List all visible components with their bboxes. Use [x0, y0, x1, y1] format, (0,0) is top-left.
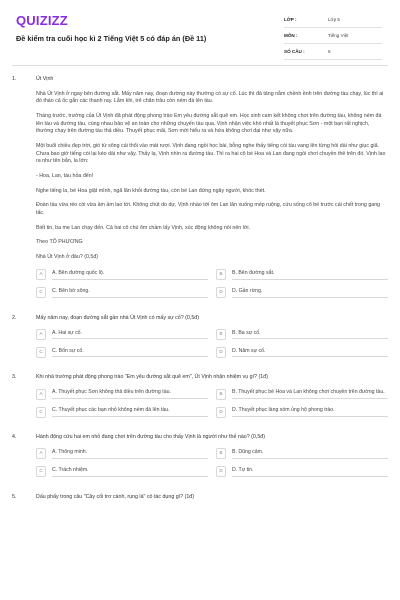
option-letter: D	[216, 466, 226, 477]
meta-value: Tiếng Việt	[328, 33, 349, 38]
option-letter: D	[216, 287, 226, 298]
option-letter: C	[36, 407, 46, 418]
option-d[interactable]	[216, 406, 388, 418]
option-text: B. Dũng cảm.	[232, 449, 388, 459]
question-number: 3.	[12, 374, 17, 381]
passage-paragraph: Biết tin, ba mẹ Lan chạy đến. Cả hai cô chú ôm chầm lấy Vịnh, xúc động không nói nên lời.	[36, 224, 251, 231]
option-b[interactable]	[216, 269, 388, 281]
option-text: B. Ba sự cố.	[232, 330, 388, 340]
option-a[interactable]	[36, 448, 208, 460]
question-stem: Mấy năm nay, đoạn đường sắt gần nhà Út Vịnh có mấy sự cố? (0,5đ)	[36, 314, 199, 321]
option-text: C. Trách nhiệm.	[52, 467, 208, 477]
option-b[interactable]	[216, 328, 388, 340]
passage-paragraph: Đoàn tàu vừa réo còi vừa ầm ầm lao tới. Không chút do dự, Vịnh nhào tới ôm Lan lăn xuống mép ruộng, cứu sống cô bé trước cái chết trong gang tấc.	[36, 202, 381, 217]
option-text: B. Thuyết phục bé Hoa và Lan không chơi chuyền trên đường tàu.	[232, 389, 388, 399]
meta-row-class	[284, 12, 382, 28]
meta-label: SỐ CÂU :	[284, 49, 305, 54]
option-text: D. Tự tin.	[232, 467, 388, 477]
option-b[interactable]	[216, 448, 388, 460]
question-number: 4.	[12, 434, 17, 441]
option-letter: C	[36, 287, 46, 298]
option-letter: A	[36, 269, 46, 280]
question-list	[12, 66, 388, 501]
option-d[interactable]	[216, 346, 388, 358]
option-text: C. Bên bờ sông.	[52, 288, 208, 298]
option-a[interactable]	[36, 328, 208, 340]
passage-paragraph: Nhà Út Vịnh ở ngay bên đường sắt. Mấy năm nay, đoạn đường này thường có sự cố. Lúc thì đá tảng nằm chềnh ềnh trên đường tàu chạy, lúc thì ai đó tháo cả ốc gắn các thanh ray. Lắm khi, trẻ chăn trâu còn ném đá lên tàu.	[36, 90, 384, 105]
answer-options	[36, 269, 388, 299]
meta-label: LỚP :	[284, 17, 297, 22]
question-number: 2.	[12, 314, 17, 321]
passage-title: Út Vịnh	[36, 76, 54, 82]
option-text: A. Thuyết phục Sơn không thả diều trên đường tàu.	[52, 389, 208, 399]
question-4	[12, 434, 388, 478]
option-text: B. Bên đường sắt.	[232, 270, 388, 280]
meta-value: Lớp 5	[328, 17, 340, 22]
option-c[interactable]	[36, 287, 208, 299]
question-2	[12, 315, 388, 359]
question-5	[12, 494, 388, 502]
option-letter: A	[36, 329, 46, 340]
passage-source: Theo TÔ PHƯƠNG	[36, 239, 83, 246]
option-text: D. Gần rừng.	[232, 288, 388, 298]
question-number: 5.	[12, 493, 17, 500]
option-letter: B	[216, 389, 226, 400]
passage-paragraph: Một buổi chiều đẹp trời, gió từ sông cái thổi vào mát rượi. Vịnh đang ngồi học bài, bỗng nghe thấy tiếng còi tàu vang lên từng hồi dài như giục giã. Chưa bao giờ tiếng còi lại kéo dài như vậy. Thấy lạ, Vịnh nhìn ra đường tàu. Thì ra hai cô bé Hoa và Lan đang ngồi chơi chuyền thẻ trên đó. Vịnh lao ra như tên bắn, la lớn:	[36, 143, 386, 165]
option-a[interactable]	[36, 388, 208, 400]
question-3	[12, 374, 388, 418]
option-letter: D	[216, 407, 226, 418]
option-letter: C	[36, 466, 46, 477]
meta-row-subject	[284, 28, 382, 44]
question-stem: Nhà Út Vịnh ở đâu? (0,5đ)	[36, 254, 99, 261]
question-stem: Khi nhà trường phát động phong trào "Em yêu đường sắt quê em", Út Vịnh nhận nhiệm vụ gì? (1đ)	[36, 374, 268, 381]
option-letter: C	[36, 347, 46, 358]
option-letter: B	[216, 329, 226, 340]
question-1	[12, 76, 388, 299]
option-letter: B	[216, 448, 226, 459]
worksheet-header	[12, 0, 388, 66]
passage-paragraph: Tháng trước, trường của Út Vịnh đã phát động phong trào Em yêu đường sắt quê em. Học sinh cam kết không chơi trên đường tàu, không ném đá lên tàu và đường tàu, cùng nhau bảo vệ an toàn cho những chuyến tàu qua. Vịnh nhận việc khó nhất là thuyết phục Sơn - một bạn rất nghịch, thường chạy trên đường tàu thả diều. Thuyết phục mãi, Sơn mới hiểu ra và hứa không chơi dại như vậy nữa.	[36, 113, 382, 135]
question-stem: Dấu phẩy trong câu "Cây cối trơ cành, rụng lá" có tác dụng gì? (1đ)	[36, 493, 194, 500]
answer-options	[36, 388, 388, 418]
option-d[interactable]	[216, 466, 388, 478]
question-stem: Hành động cứu hai em nhỏ đang chơi trên đường tàu cho thấy Vịnh là người như thế nào? (0,5đ)	[36, 434, 265, 441]
option-letter: A	[36, 389, 46, 400]
option-d[interactable]	[216, 287, 388, 299]
option-letter: A	[36, 448, 46, 459]
option-text: A. Bên đường quốc lộ.	[52, 270, 208, 280]
answer-options	[36, 448, 388, 478]
option-text: C. Bốn sự cố.	[52, 348, 208, 358]
meta-value: 6	[328, 49, 331, 54]
passage-paragraph: Nghe tiếng la, bé Hoa giật mình, ngã lăn khỏi đường tàu, còn bé Lan đứng ngây người, khóc thét.	[36, 187, 266, 194]
option-text: C. Thuyết phục các bạn nhỏ không ném đá lên tàu.	[52, 407, 208, 417]
meta-label: MÔN :	[284, 33, 298, 38]
passage-paragraph: - Hoa, Lan, tàu hỏa đến!	[36, 173, 94, 180]
quizizz-logo: QUIZIZZ	[16, 13, 68, 28]
answer-options	[36, 328, 388, 358]
option-a[interactable]	[36, 269, 208, 281]
page-title: Đề kiểm tra cuối học kì 2 Tiếng Việt 5 có đáp án (Đề 11)	[16, 34, 207, 43]
option-c[interactable]	[36, 346, 208, 358]
meta-row-count	[284, 44, 382, 60]
option-letter: D	[216, 347, 226, 358]
option-text: D. Thuyết phục làng xóm ủng hộ phong trào.	[232, 407, 388, 417]
option-c[interactable]	[36, 466, 208, 478]
option-b[interactable]	[216, 388, 388, 400]
meta-table	[284, 12, 382, 60]
question-number: 1.	[12, 76, 17, 82]
option-text: A. Thông minh.	[52, 449, 208, 459]
option-letter: B	[216, 269, 226, 280]
option-text: A. Hai sự cố.	[52, 330, 208, 340]
option-text: D. Năm sự cố.	[232, 348, 388, 358]
option-c[interactable]	[36, 406, 208, 418]
